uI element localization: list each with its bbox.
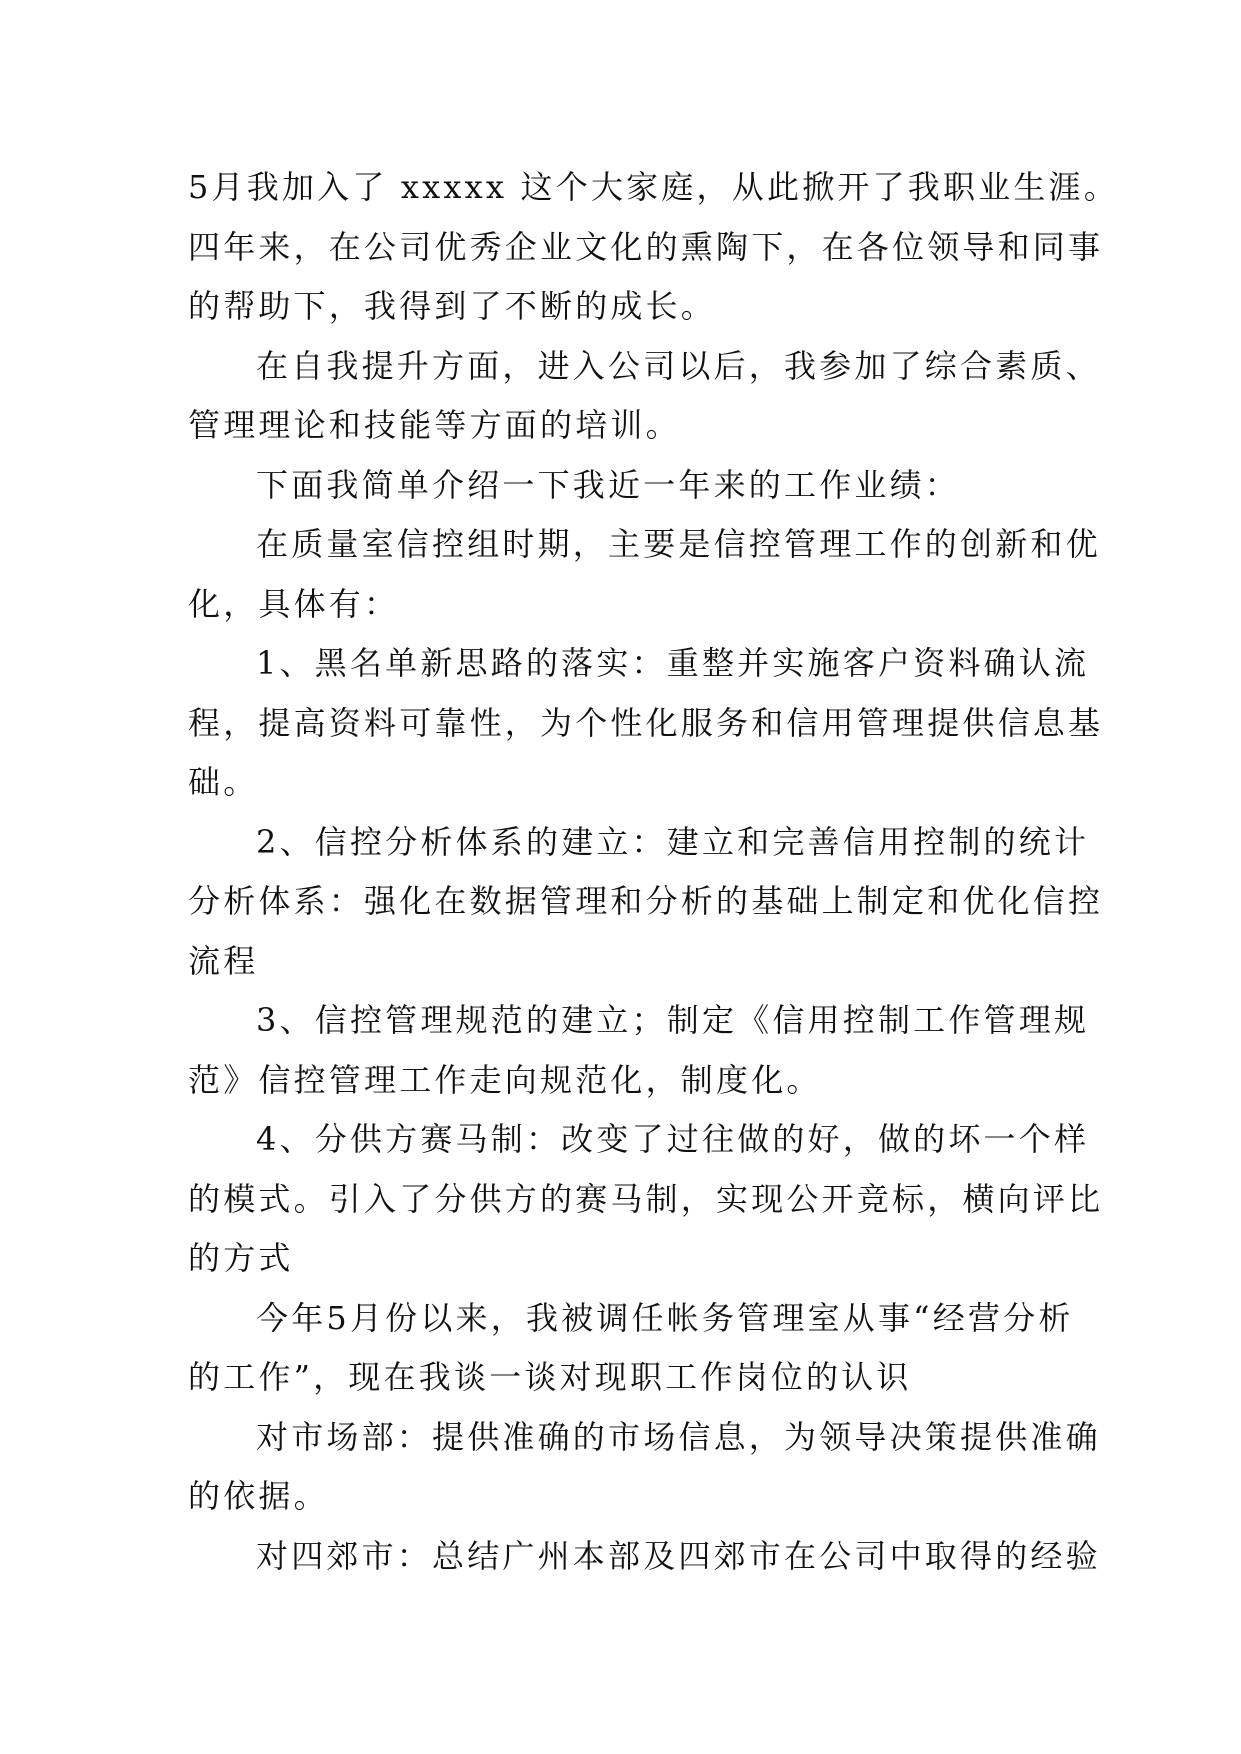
text-line: 的模式。引入了分供方的赛马制，实现公开竞标，横向评比 <box>188 1179 1104 1218</box>
text-line: 化，具体有： <box>188 584 400 623</box>
text-line: 的方式 <box>188 1239 294 1277</box>
text-line: 的帮助下，我得到了不断的成长。 <box>188 287 717 325</box>
text-line: 对市场部：提供准确的市场信息，为领导决策提供准确 <box>256 1417 1101 1456</box>
text-line: 流程 <box>188 941 259 980</box>
text-line: 1、黑名单新思路的落实：重整并实施客户资料确认流 <box>256 644 1090 682</box>
text-line: 下面我简单介绍一下我近一年来的工作业绩： <box>256 465 961 504</box>
text-line: 分析体系：强化在数据管理和分析的基础上制定和优化信控 <box>188 882 1104 920</box>
text-line: 的工作”，现在我谈一谈对现职工作岗位的认识 <box>188 1358 912 1396</box>
text-line: 础。 <box>188 763 259 801</box>
text-line: 在质量室信控组时期，主要是信控管理工作的创新和优 <box>256 525 1101 563</box>
text-line: 5月我加入了 xxxxx 这个大家庭，从此掀开了我职业生涯。 <box>188 168 1119 206</box>
text-line: 的依据。 <box>188 1477 329 1515</box>
text-line: 3、信控管理规范的建立；制定《信用控制工作管理规 <box>256 1001 1090 1039</box>
document-body <box>188 158 1119 1586</box>
text-line: 今年5月份以来，我被调任帐务管理室从事“经营分析 <box>256 1298 1074 1337</box>
text-line: 对四郊市：总结广州本部及四郊市在公司中取得的经验 <box>256 1536 1101 1575</box>
text-line: 在自我提升方面，进入公司以后，我参加了综合素质、 <box>256 346 1101 385</box>
text-line: 四年来，在公司优秀企业文化的熏陶下，在各位领导和同事 <box>188 227 1104 266</box>
text-line: 管理理论和技能等方面的培训。 <box>188 406 681 444</box>
text-line: 程，提高资料可靠性，为个性化服务和信用管理提供信息基 <box>188 703 1104 742</box>
text-line: 2、信控分析体系的建立：建立和完善信用控制的统计 <box>256 822 1090 861</box>
text-line: 4、分供方赛马制：改变了过往做的好，做的坏一个样 <box>256 1120 1090 1158</box>
text-line: 范》信控管理工作走向规范化，制度化。 <box>188 1060 822 1099</box>
